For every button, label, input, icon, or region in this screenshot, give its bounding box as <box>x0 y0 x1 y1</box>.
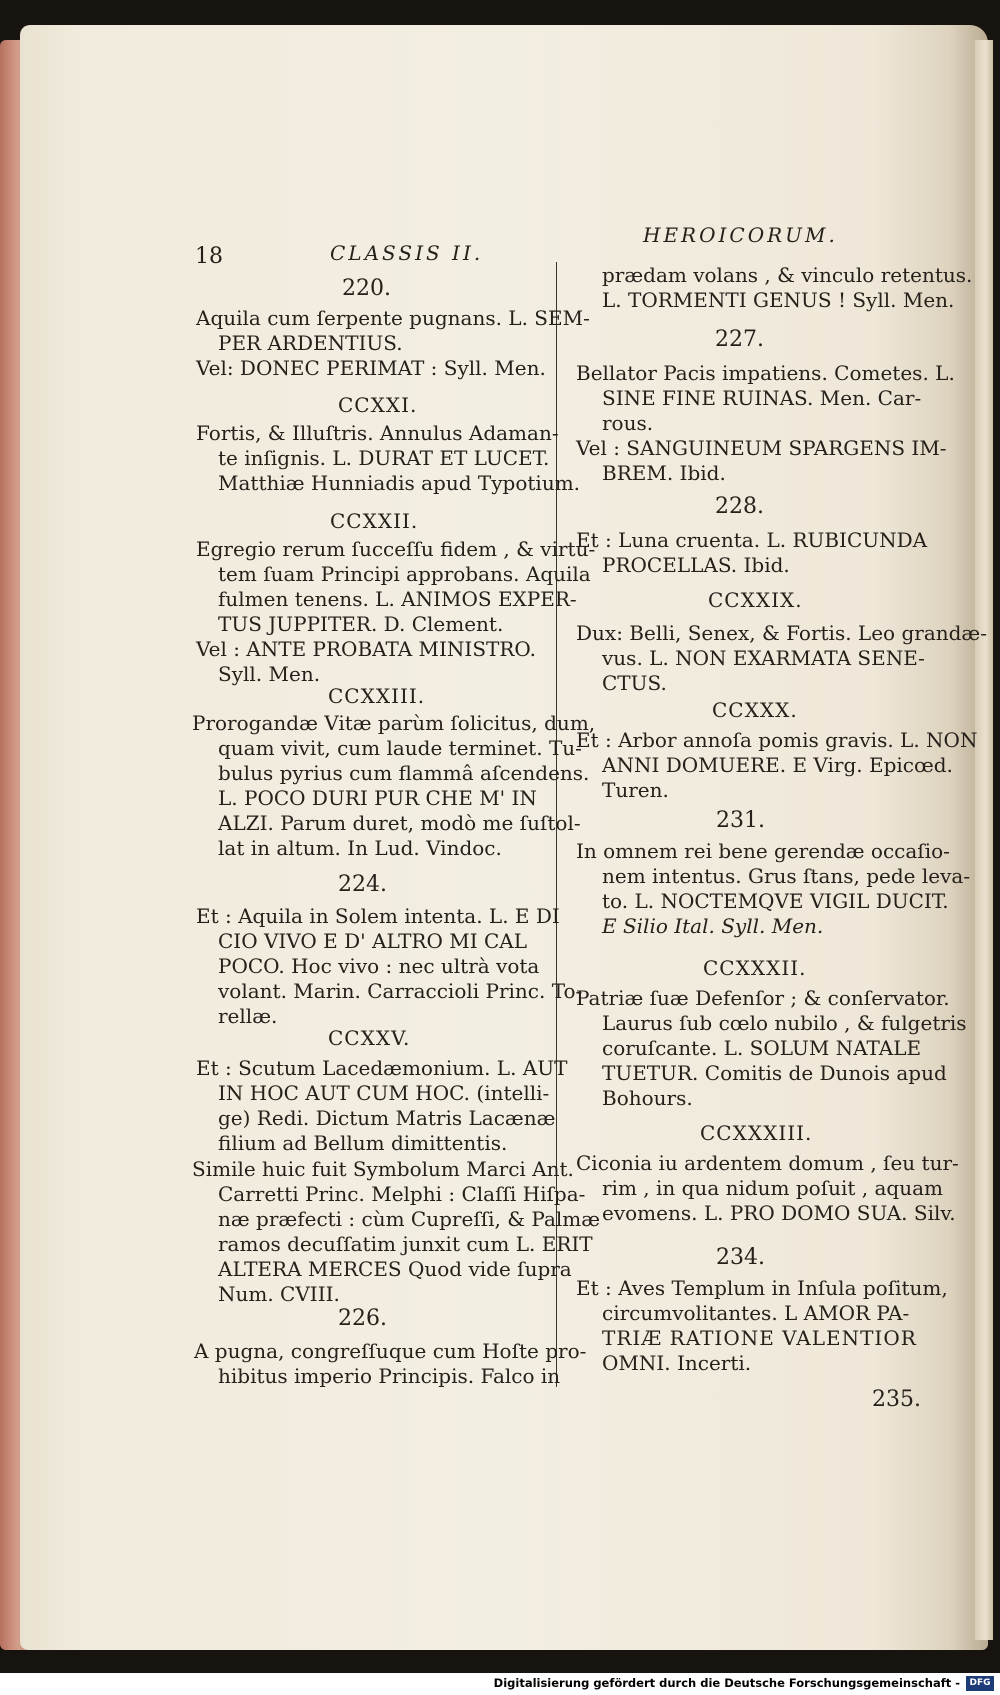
text-line: to. L. NOCTEMQVE VIGIL DUCIT. <box>602 889 949 913</box>
text-line: OMNI. Incerti. <box>602 1351 752 1375</box>
text-line: Bohours. <box>602 1086 693 1110</box>
entry-heading: CCXXII. <box>330 509 419 533</box>
text-line: circumvolitantes. L AMOR PA- <box>602 1301 910 1325</box>
text-line: Et : Aquila in Solem intenta. L. E DI <box>196 904 560 928</box>
text-line: TRIÆ RATIONE VALENTIOR <box>602 1326 917 1350</box>
text-line: ALZI. Parum duret, modò me ſuſtol- <box>218 811 581 835</box>
text-line: Fortis, & Illuſtris. Annulus Adaman- <box>196 421 559 445</box>
footer-credit: Digitalisierung gefördert durch die Deutsche Forschungsgemeinschaft - <box>493 1676 960 1690</box>
entry-heading: 227. <box>715 327 764 352</box>
text-line: Patriæ ſuæ Defenſor ; & conſervator. <box>576 986 950 1010</box>
page-number: 18 <box>195 244 223 269</box>
text-line: quam vivit, cum laude terminet. Tu- <box>218 736 582 760</box>
text-line: evomens. L. PRO DOMO SUA. Silv. <box>602 1201 956 1225</box>
text-line: SINE FINE RUINAS. Men. Car- <box>602 386 922 410</box>
text-line: Dux: Belli, Senex, & Fortis. Leo grandæ- <box>576 621 987 645</box>
text-line: nem intentus. Grus ſtans, pede leva- <box>602 864 971 888</box>
catchword: 235. <box>872 1387 921 1412</box>
entry-heading: 231. <box>716 808 765 833</box>
text-line: Vel: DONEC PERIMAT : Syll. Men. <box>196 356 546 380</box>
text-line: rim , in qua nidum poſuit , aquam <box>602 1176 944 1200</box>
entry-heading: 226. <box>338 1306 387 1331</box>
text-line: Et : Scutum Lacedæmonium. L. AUT <box>196 1056 568 1080</box>
text-line: Syll. Men. <box>218 662 321 686</box>
text-line: Et : Luna cruenta. L. RUBICUNDA <box>576 528 928 552</box>
adjacent-page-edge <box>975 40 993 1640</box>
entry-heading: 224. <box>338 872 387 897</box>
text-line: L. TORMENTI GENUS ! Syll. Men. <box>602 288 955 312</box>
right-running-head: HEROICORUM. <box>643 223 838 247</box>
entry-heading: 234. <box>716 1245 765 1270</box>
text-line: Vel : ANTE PROBATA MINISTRO. <box>196 637 536 661</box>
text-line: BREM. Ibid. <box>602 461 726 485</box>
text-line: A pugna, congreſſuque cum Hoſte pro- <box>194 1339 587 1363</box>
text-line: fulmen tenens. L. ANIMOS EXPER- <box>218 587 577 611</box>
text-line: Ciconia iu ardentem domum , ſeu tur- <box>576 1151 959 1175</box>
text-line: Num. CVIII. <box>218 1282 340 1306</box>
entry-heading: CCXXV. <box>328 1026 411 1050</box>
text-line: ge) Redi. Dictum Matris Lacænæ <box>218 1106 556 1130</box>
text-line: volant. Marin. Carraccioli Princ. To- <box>218 979 583 1003</box>
entry-heading: CCXXIX. <box>708 588 803 612</box>
entry-heading: 228. <box>715 494 764 519</box>
text-line: bulus pyrius cum flammâ aſcendens. <box>218 761 590 785</box>
text-line: CIO VIVO E D' ALTRO MI CAL <box>218 929 528 953</box>
text-line: prædam volans , & vinculo retentus. <box>602 263 973 287</box>
text-line: L. POCO DURI PUR CHE M' IN <box>218 786 537 810</box>
text-line: Laurus ſub cœlo nubilo , & fulgetris <box>602 1011 967 1035</box>
text-line: tem ſuam Principi approbans. Aquila <box>218 562 591 586</box>
text-line: In omnem rei bene gerendæ occaſio- <box>576 839 950 863</box>
text-line: vus. L. NON EXARMATA SENE- <box>602 646 925 670</box>
text-line: POCO. Hoc vivo : nec ultrà vota <box>218 954 540 978</box>
text-line: te inſignis. L. DURAT ET LUCET. <box>218 446 550 470</box>
text-line: Aquila cum ſerpente pugnans. L. SEM- <box>196 306 590 330</box>
text-line: Carretti Princ. Melphi : Claſſi Hiſpa- <box>218 1182 586 1206</box>
text-line: coruſcante. L. SOLUM NATALE <box>602 1036 922 1060</box>
text-line: Simile huic fuit Symbolum Marci Ant. <box>192 1157 574 1181</box>
text-line: Et : Aves Templum in Inſula poſitum, <box>576 1276 948 1300</box>
text-line: rellæ. <box>218 1004 278 1028</box>
text-line: rous. <box>602 411 654 435</box>
text-line: Prorogandæ Vitæ parùm ſolicitus, dum, <box>192 711 596 735</box>
text-line: ALTERA MERCES Quod vide ſupra <box>218 1257 572 1281</box>
text-line: lat in altum. In Lud. Vindoc. <box>218 836 502 860</box>
entry-heading: CCXXXII. <box>703 956 807 980</box>
text-line: TUETUR. Comitis de Dunois apud <box>602 1061 947 1085</box>
entry-heading: CCXXX. <box>712 698 798 722</box>
entry-heading: CCXXI. <box>338 393 418 417</box>
text-line: Egregio rerum ſucceſſu fidem , & virtu- <box>196 537 596 561</box>
entry-heading: CCXXXIII. <box>700 1121 813 1145</box>
text-line: PER ARDENTIUS. <box>218 331 403 355</box>
footer-bar <box>0 1673 1000 1695</box>
text-line: ANNI DOMUERE. E Virg. Epicœd. <box>602 753 953 777</box>
entry-heading: CCXXIII. <box>328 684 426 708</box>
entry-heading: 220. <box>342 276 391 301</box>
text-line: TUS JUPPITER. D. Clement. <box>218 612 504 636</box>
text-line: filium ad Bellum dimittentis. <box>218 1131 508 1155</box>
left-running-head: CLASSIS II. <box>330 241 484 265</box>
text-line: Matthiæ Hunniadis apud Typotium. <box>218 471 581 495</box>
text-line: Bellator Pacis impatiens. Cometes. L. <box>576 361 955 385</box>
text-line: IN HOC AUT CUM HOC. (intelli- <box>218 1081 550 1105</box>
text-line: Vel : SANGUINEUM SPARGENS IM- <box>576 436 947 460</box>
text-line: CTUS. <box>602 671 667 695</box>
text-line: hibitus imperio Principis. Falco in <box>218 1364 561 1388</box>
dfg-logo: DFG <box>966 1676 994 1691</box>
text-line: PROCELLAS. Ibid. <box>602 553 790 577</box>
text-line: E Silio Ital. Syll. Men. <box>602 914 824 938</box>
text-line: næ præfecti : cùm Cupreſſi, & Palmæ <box>218 1207 601 1231</box>
text-line: Turen. <box>602 778 669 802</box>
text-line: ramos decuſſatim junxit cum L. ERIT <box>218 1232 593 1256</box>
text-line: Et : Arbor annoſa pomis gravis. L. NON <box>576 728 978 752</box>
